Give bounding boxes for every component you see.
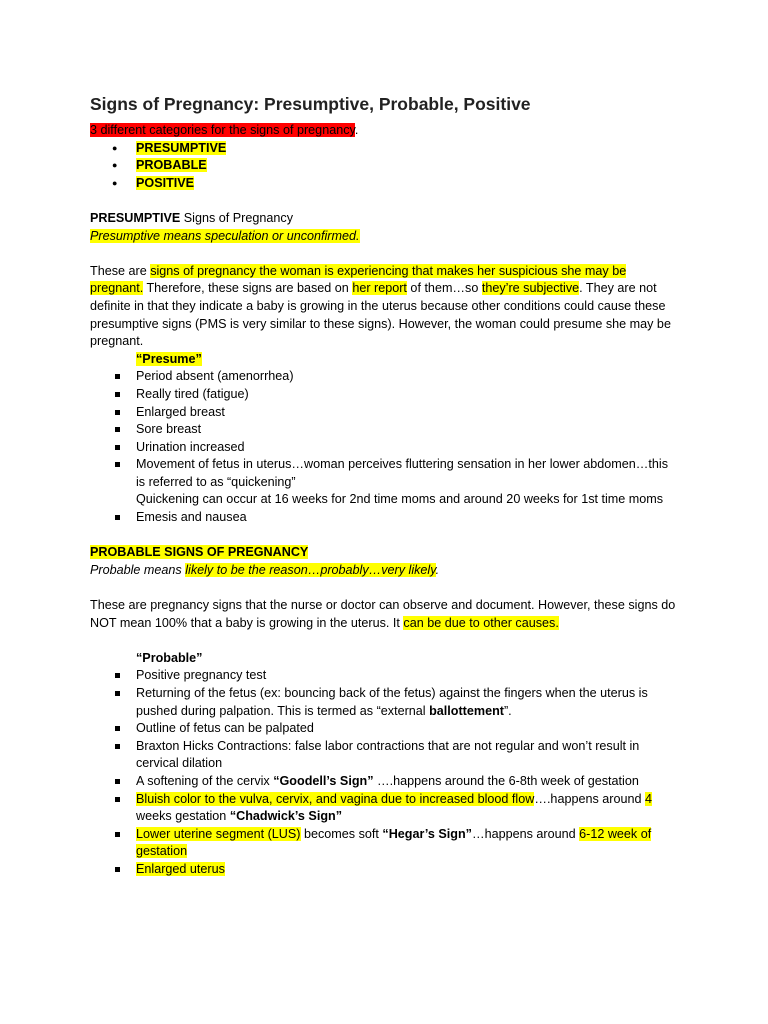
probable-paragraph: These are pregnancy signs that the nurse or doctor can observe and document. However, these signs do NOT mean 100% that a baby is growing in the uterus. It can be due to other causes. [90, 598, 676, 630]
presumptive-meaning: Presumptive means speculation or unconfirmed. [90, 228, 360, 243]
list-item: Urination increased [114, 439, 680, 457]
list-item: Movement of fetus in uterus…woman perceives fluttering sensation in her lower abdomen…this is referred to as “quickening” Quickening can occur at 16 weeks for 2nd time moms and around 20 weeks for 1st time moms [114, 456, 680, 509]
list-item: Returning of the fetus (ex: bouncing back of the fetus) against the fingers when the uterus is pushed during palpation. This is termed as “external ballottement”. [114, 685, 680, 720]
list-item: Positive pregnancy test [114, 667, 680, 685]
presumptive-heading: PRESUMPTIVE Signs of Pregnancy [90, 210, 293, 225]
list-item: Bluish color to the vulva, cervix, and vagina due to increased blood flow….happens around 4 weeks gestation “Chadwick’s Sign” [114, 791, 680, 826]
list-item: Sore breast [114, 421, 680, 439]
list-item: A softening of the cervix “Goodell’s Sign” ….happens around the 6-8th week of gestation [114, 773, 680, 791]
list-item: Emesis and nausea [114, 509, 680, 527]
presumptive-sign-list [90, 368, 680, 526]
probable-heading: PROBABLE SIGNS OF PREGNANCY [90, 545, 309, 560]
probable-keyword: “Probable” [136, 650, 203, 665]
quickening-note: Quickening can occur at 16 weeks for 2nd time moms and around 20 weeks for 1st time moms [136, 492, 664, 507]
presume-keyword: “Presume” [136, 351, 202, 366]
intro-highlight: 3 different categories for the signs of pregnancy [90, 123, 355, 137]
list-item: ● POSITIVE [112, 175, 680, 193]
list-item: ● PROBABLE [112, 157, 680, 175]
list-item: Outline of fetus can be palpated [114, 720, 680, 738]
presumptive-paragraph: These are signs of pregnancy the woman is experiencing that makes her suspicious she may be pregnant. Therefore, these signs are based on her report of them…so they’re subjective. They are not definite in that they indicate a baby is growing in the uterus because other conditions could cause these presumptive signs (PMS is very similar to these signs). However, the woman could presume she may be pregnant. [90, 263, 671, 349]
list-item: Enlarged breast [114, 404, 680, 422]
page-title: Signs of Pregnancy: Presumptive, Probable, Positive [90, 94, 531, 114]
list-item: Period absent (amenorrhea) [114, 368, 680, 386]
list-item: Lower uterine segment (LUS) becomes soft “Hegar’s Sign”…happens around 6-12 week of gestation [114, 826, 680, 861]
list-item: Braxton Hicks Contractions: false labor contractions that are not regular and won’t result in cervical dilation [114, 738, 680, 773]
probable-meaning: Probable means likely to be the reason…probably…very likely. [90, 562, 440, 577]
category-list [90, 140, 680, 193]
list-item: Enlarged uterus [114, 861, 680, 879]
list-item: ● PRESUMPTIVE [112, 140, 680, 158]
intro-line: 3 different categories for the signs of pregnancy. [90, 123, 359, 137]
probable-sign-list [90, 667, 680, 878]
list-item: Really tired (fatigue) [114, 386, 680, 404]
document-content [90, 92, 680, 879]
